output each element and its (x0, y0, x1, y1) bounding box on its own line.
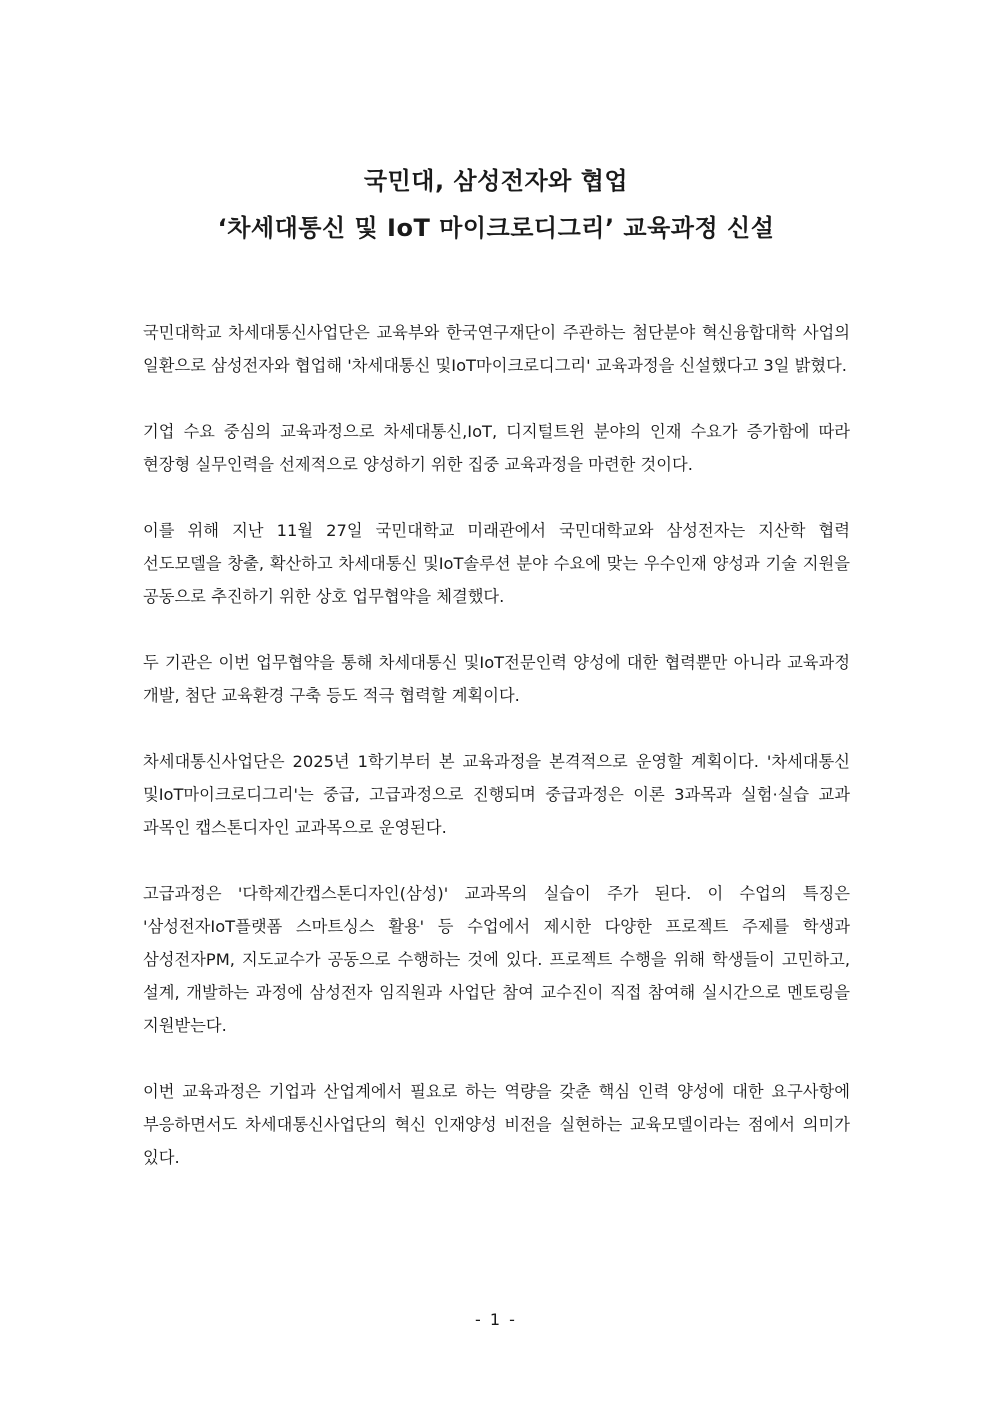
paragraph-2: 기업 수요 중심의 교육과정으로 차세대통신,IoT, 디지털트윈 분야의 인재 수요가 증가함에 따라 현장형 실무인력을 선제적으로 양성하기 위한 집중 교육과정을 마련한 것이다. (143, 422, 850, 474)
paragraph-5: 차세대통신사업단은 2025년 1학기부터 본 교육과정을 본격적으로 운영할 계획이다. '차세대통신 및IoT마이크로디그리'는 중급, 고급과정으로 진행되며 중급과정은 이론 3과목과 실험·실습 교과 과목인 캡스톤디자인 교과목으로 운영된다. (143, 752, 850, 837)
paragraph-1: 국민대학교 차세대통신사업단은 교육부와 한국연구재단이 주관하는 첨단분야 혁신융합대학 사업의 일환으로 삼성전자와 협업해 '차세대통신 및IoT마이크로디그리' 교육과정을 신설했다고 3일 밝혔다. (143, 323, 850, 375)
paragraph-6: 고급과정은 '다학제간캡스톤디자인(삼성)' 교과목의 실습이 주가 된다. 이 수업의 특징은 '삼성전자IoT플랫폼 스마트싱스 활용' 등 수업에서 제시한 다양한 프로젝트 주제를 학생과 삼성전자PM, 지도교수가 공동으로 수행하는 것에 있다. 프로젝트 수행을 위해 학생들이 고민하고, 설계, 개발하는 과정에 삼성전자 임직원과 사업단 참여 교수진이 직접 참여해 실시간으로 멘토링을 지원받는다. (143, 884, 850, 1035)
paragraph-3: 이를 위해 지난 11월 27일 국민대학교 미래관에서 국민대학교와 삼성전자는 지산학 협력 선도모델을 창출, 확산하고 차세대통신 및IoT솔루션 분야 수요에 맞는 우수인재 양성과 기술 지원을 공동으로 추진하기 위한 상호 업무협약을 체결했다. (143, 521, 850, 606)
title-line-2: ‘차세대통신 및 IoT 마이크로디그리’ 교육과정 신설 (217, 214, 775, 242)
title-line-1: 국민대, 삼성전자와 협업 (363, 167, 629, 195)
paragraph-7: 이번 교육과정은 기업과 산업계에서 필요로 하는 역량을 갖춘 핵심 인력 양성에 대한 요구사항에 부응하면서도 차세대통신사업단의 혁신 인재양성 비전을 실현하는 교육모델이라는 점에서 의미가 있다. (143, 1082, 850, 1167)
page-number: - 1 - (475, 1310, 517, 1329)
document-body (143, 316, 850, 1207)
paragraph-4: 두 기관은 이번 업무협약을 통해 차세대통신 및IoT전문인력 양성에 대한 협력뿐만 아니라 교육과정 개발, 첨단 교육환경 구축 등도 적극 협력할 계획이다. (143, 653, 850, 705)
document-title (100, 158, 892, 252)
